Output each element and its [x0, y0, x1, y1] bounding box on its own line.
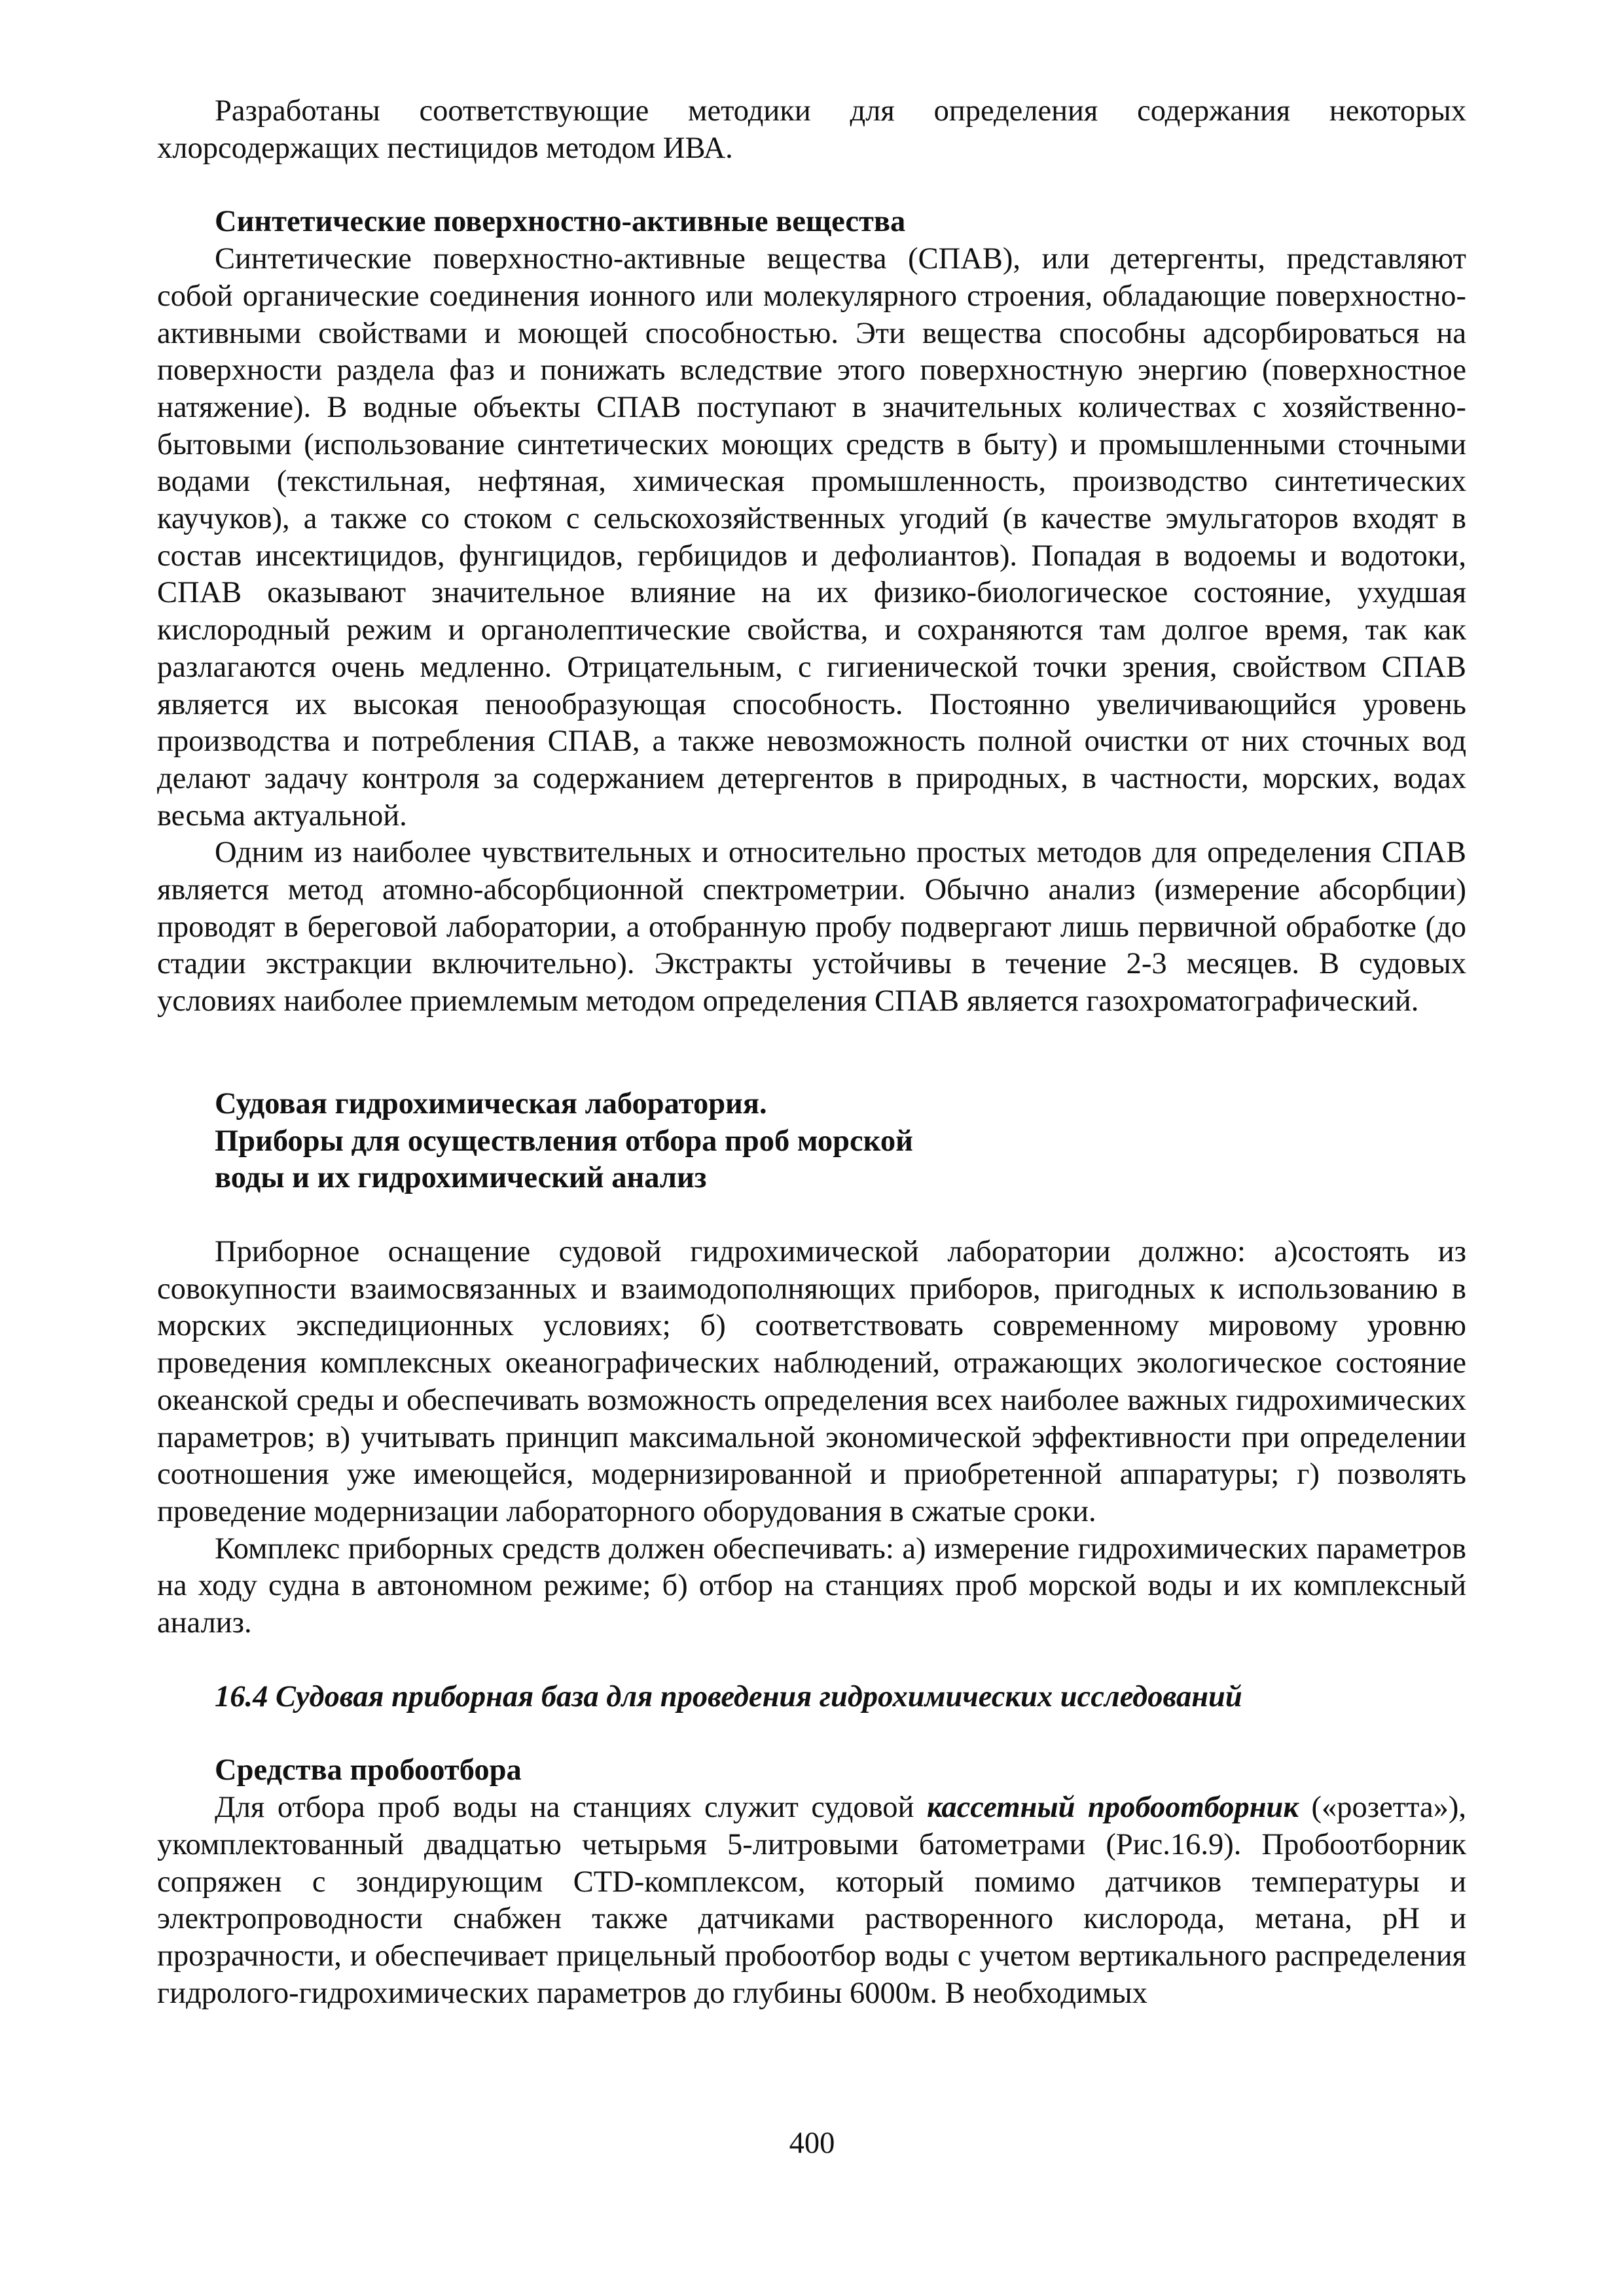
paragraph-intro: Разработаны соответствующие методики для определения содержания некоторых хлорсодержащих пестицидов методом ИВА.: [157, 94, 1466, 165]
heading-surfactants: Синтетические поверхностно-активные вещества: [215, 205, 906, 239]
document-page: [157, 93, 1466, 2012]
paragraph-instrument-complex: Комплекс приборных средств должен обеспечивать: а) измерение гидрохимических параметров на ходу судна в автономном режиме; б) отбор на станциях проб морской воды и их комплексный анализ.: [157, 1532, 1466, 1640]
page-number: 400: [789, 2126, 835, 2160]
section-title-16-4: 16.4 Судовая приборная база для проведения гидрохимических исследований: [215, 1679, 1242, 1713]
heading-ship-lab-line2: Приборы для осуществления отбора проб морской: [215, 1124, 913, 1158]
paragraph-surfactants-2: Одним из наиболее чувствительных и относительно простых методов для определения СПАВ является метод атомно-абсорбционной спектрометрии. Обычно анализ (измерение абсорбции) проводят в береговой лаборатории, а отобранную пробу подвергают лишь первичной обработке (до стадии экстракции включительно). Экстракты устойчивы в течение 2-3 месяцев. В судовых условиях наиболее приемлемым методом определения СПАВ является газохроматографический.: [157, 836, 1466, 1018]
heading-sampling-means: Средства пробоотбора: [215, 1753, 522, 1787]
paragraph-sampling: [157, 1789, 1466, 2012]
sampling-text-after: («розетта»), укомплектованный двадцатью четырьмя 5-литровыми батометрами (Рис.16.9). Пробоотборник сопряжен с зондирующим CTD-комплексом, который помимо датчиков температуры и электропроводности снабжен также датчиками растворенного кислорода, метана, pH и прозрачности, и обеспечивает прицельный пробоотбор воды с учетом вертикального распределения гидролого-гидрохимических параметров до глубины 6000м. В необходимых: [157, 1791, 1467, 2010]
heading-ship-lab-line3: воды и их гидрохимический анализ: [215, 1161, 707, 1195]
sampling-emphasis: кассетный пробоотборник: [926, 1791, 1299, 1825]
paragraph-surfactants-1: Синтетические поверхностно-активные вещества (СПАВ), или детергенты, представляют собой органические соединения ионного или молекулярного строения, обладающие поверхностно-активными свойствами и моющей способностью. Эти вещества способны адсорбироваться на поверхности раздела фаз и понижать вследствие этого поверхностную энергию (поверхностное натяжение). В водные объекты СПАВ поступают в значительных количествах с хозяйственно-бытовыми (использование синтетических моющих средств в быту) и промышленными сточными водами (текстильная, нефтяная, химическая промышленность, производство синтетических каучуков), а также со стоком с сельскохозяйственных угодий (в качестве эмульгаторов входят в состав инсектицидов, фунгицидов, гербицидов и дефолиантов). Попадая в водоемы и водотоки, СПАВ оказывают значительное влияние на их физико-биологическое состояние, ухудшая кислородный режим и органолептические свойства, и сохраняются там долгое время, так как разлагаются очень медленно. Отрицательным, с гигиенической точки зрения, свойством СПАВ является их высокая пенообразующая способность. Постоянно увеличивающийся уровень производства и потребления СПАВ, а также невозможность полной очистки от них сточных вод делают задачу контроля за содержанием детергентов в природных, в частности, морских, водах весьма актуальной.: [157, 242, 1466, 833]
sampling-text-before: Для отбора проб воды на станциях служит судовой: [215, 1791, 927, 1825]
heading-ship-lab-line1: Судовая гидрохимическая лаборатория.: [215, 1086, 767, 1121]
paragraph-lab-equipment: Приборное оснащение судовой гидрохимической лаборатории должно: а)состоять из совокупности взаимосвязанных и взаимодополняющих приборов, пригодных к использованию в морских экспедиционных условиях; б) соответствовать современному мировому уровню проведения комплексных океанографических наблюдений, отражающих экологическое состояние океанской среды и обеспечивать возможность определения всех наиболее важных гидрохимических параметров; в) учитывать принцип максимальной экономической эффективности при определении соотношения уже имеющейся, модернизированной и приобретенной аппаратуры; г) позволять проведение модернизации лабораторного оборудования в сжатые сроки.: [157, 1234, 1466, 1528]
